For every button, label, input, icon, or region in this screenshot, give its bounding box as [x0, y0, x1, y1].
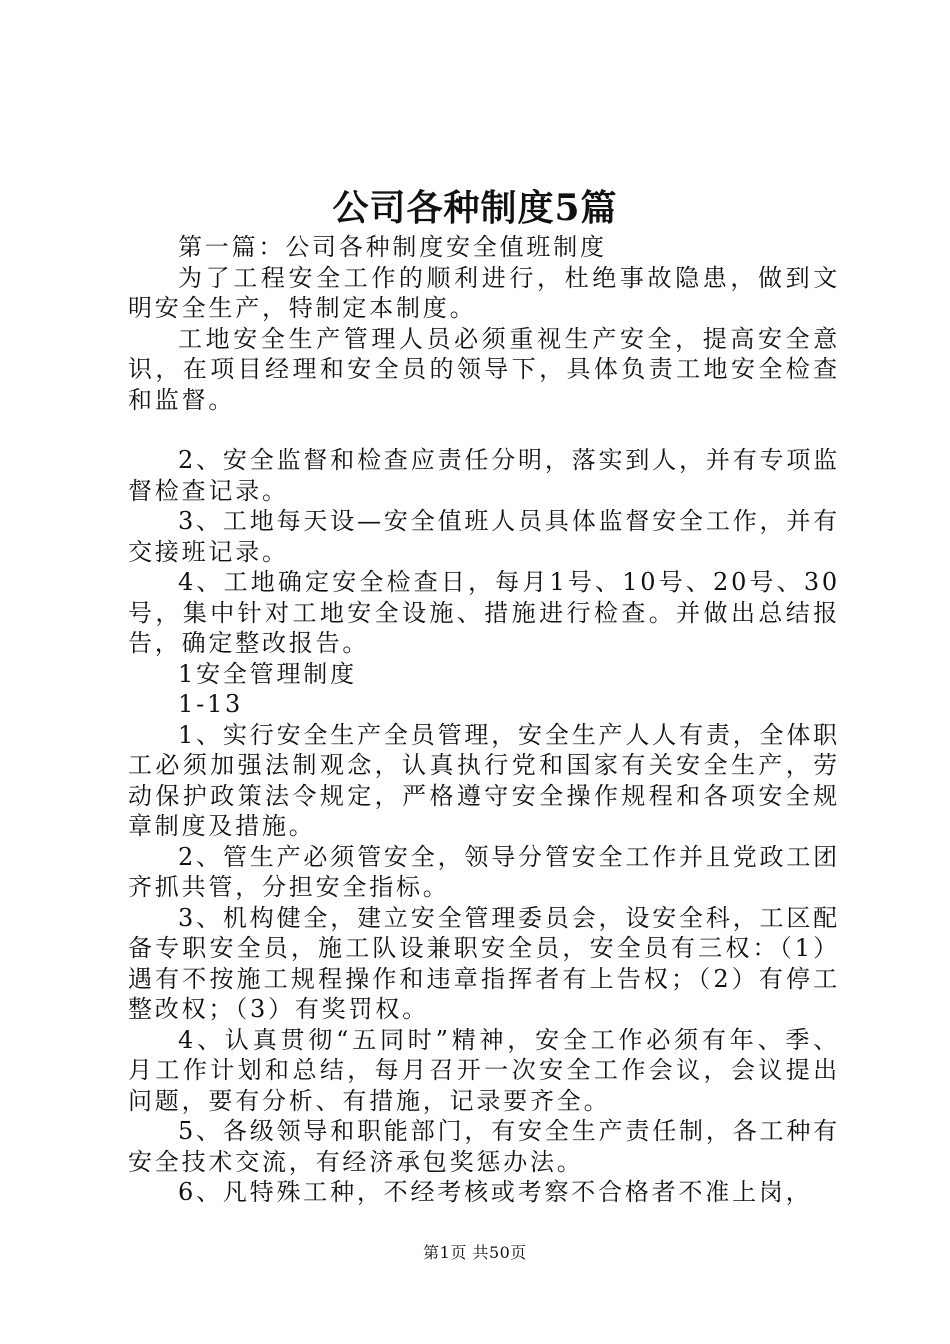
paragraph: 工地安全生产管理人员必须重视生产安全，提高安全意识，在项目经理和安全员的领导下，具体负责工地安全检查和监督。 [128, 324, 840, 414]
paragraph: 2、安全监督和检查应责任分明，落实到人，并有专项监督检查记录。 [128, 446, 840, 505]
paragraph: 1-13 [178, 690, 244, 718]
paragraph-blank [128, 415, 840, 445]
document-title: 公司各种制度5篇 [332, 187, 618, 229]
paragraph: 1安全管理制度 [178, 659, 357, 688]
paragraph: 2、管生产必须管安全，领导分管安全工作并且党政工团齐抓共管，分担安全指标。 [128, 842, 840, 901]
paragraph: 4、工地确定安全检查日，每月1号、10号、20号、30号，集中针对工地安全设施、措施进行检查。并做出总结报告，确定整改报告。 [128, 568, 840, 657]
paragraph: 3、机构健全，建立安全管理委员会，设安全科，工区配备专职安全员，施工队设兼职安全员，安全员有三权：（1）遇有不按施工规程操作和违章指挥者有上告权；（2）有停工整改权；（3）有奖罚权。 [128, 903, 840, 1023]
paragraph: 为了工程安全工作的顺利进行，杜绝事故隐患，做到文明安全生产，特制定本制度。 [128, 263, 840, 322]
paragraph: 6、凡特殊工种，不经考核或考察不合格者不准上岗， [178, 1178, 813, 1206]
paragraph: 5、各级领导和职能部门，有安全生产责任制，各工种有安全技术交流，有经济承包奖惩办法。 [128, 1117, 840, 1176]
paragraph: 第一篇：公司各种制度安全值班制度 [178, 233, 607, 261]
paragraph: 4、认真贯彻“五同时”精神，安全工作必须有年、季、月工作计划和总结，每月召开一次安全工作会议，会议提出问题，要有分析、有措施，记录要齐全。 [128, 1025, 840, 1115]
paragraph: 1、实行安全生产全员管理，安全生产人人有责，全体职工必须加强法制观念，认真执行党和国家有关安全生产，劳动保护政策法令规定，严格遵守安全操作规程和各项安全规章制度及措施。 [128, 720, 840, 840]
page-footer: 第1页 共50页 [423, 1243, 527, 1262]
paragraph: 3、工地每天设—安全值班人员具体监督安全工作，并有交接班记录。 [128, 507, 840, 566]
document-body [128, 232, 840, 1208]
